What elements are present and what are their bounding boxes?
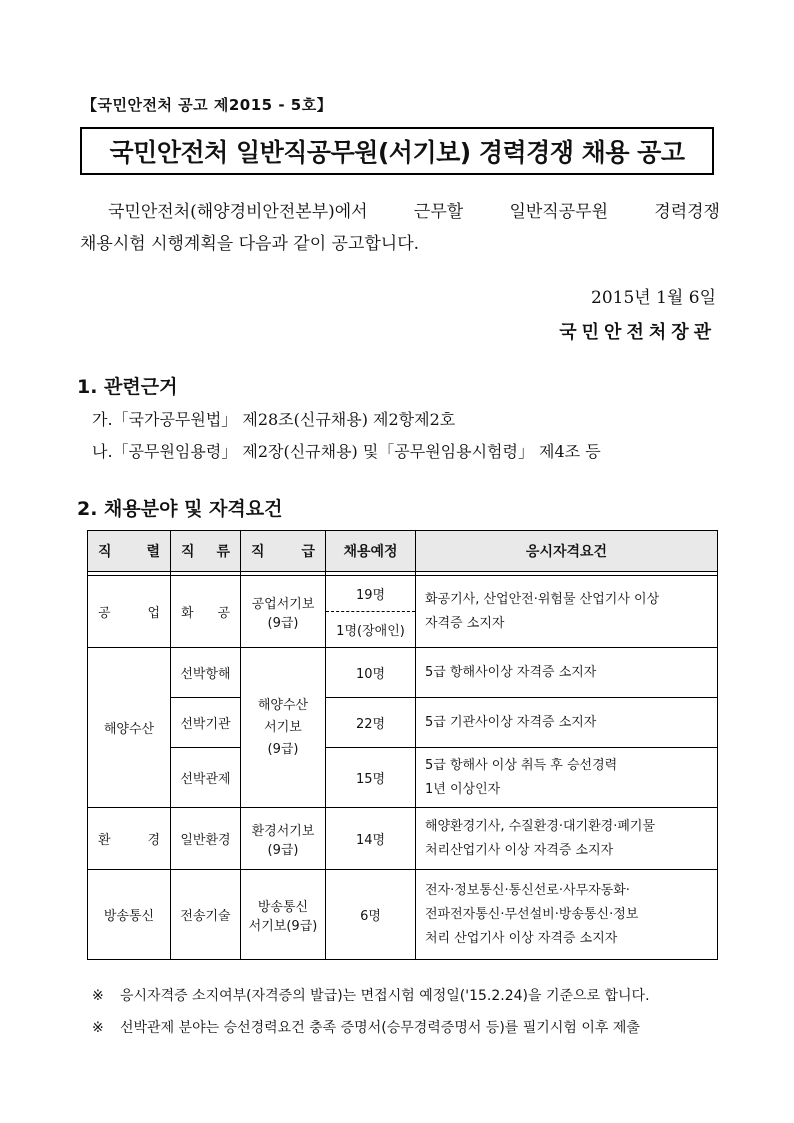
- page-title: [80, 127, 714, 175]
- table-row: [88, 648, 718, 698]
- recruitment-table: [87, 530, 718, 960]
- note-text: 선박관제 분야는 승선경력요건 충족 증명서(승무경력증명서 등)를 필기시험 이후 제출: [120, 1020, 640, 1036]
- table-row: [88, 698, 718, 748]
- grade-cell: 공업서기보 (9급): [241, 576, 326, 648]
- requirements-cell: 전자·정보통신·통신선로·사무자동화· 전파전자통신·무선설비·방송통신·정보 처리 산업기사 이상 자격증 소지자: [416, 870, 718, 960]
- intro-word: 경력경쟁: [654, 202, 720, 222]
- section-2-heading: 2. 채용분야 및 자격요건: [77, 498, 283, 520]
- class-cell: 선박기관: [171, 698, 241, 748]
- header-class: 직 류: [171, 531, 241, 572]
- count-cell: 15명: [326, 748, 416, 808]
- series-cell: 공 업: [88, 576, 171, 648]
- note-item: [92, 1012, 722, 1044]
- intro-word: 일반직공무원: [509, 202, 608, 222]
- notice-date: 2015년 1월 6일: [591, 288, 716, 308]
- intro-word: 근무할: [413, 202, 464, 222]
- count-cell: 14명: [326, 808, 416, 870]
- notice-number: 【국민안전처 공고 제2015 - 5호】: [82, 96, 333, 114]
- count-cell: 6명: [326, 870, 416, 960]
- note-mark: ※: [92, 988, 104, 1004]
- requirements-cell: 해양환경기사, 수질환경·대기환경·폐기물 처리산업기사 이상 자격증 소지자: [416, 808, 718, 870]
- header-count: 채용예정: [326, 531, 416, 572]
- header-requirements: 응시자격요건: [416, 531, 718, 572]
- class-cell: 선박항해: [171, 648, 241, 698]
- notes: [92, 980, 722, 1044]
- intro-word: 국민안전처(해양경비안전본부)에서: [108, 202, 368, 222]
- table-row: [88, 870, 718, 960]
- class-cell: 선박관제: [171, 748, 241, 808]
- series-cell: 해양수산: [88, 648, 171, 808]
- header-series: 직 렬: [88, 531, 171, 572]
- note-mark: ※: [92, 1020, 104, 1036]
- class-cell: 일반환경: [171, 808, 241, 870]
- table-header-row: [88, 531, 718, 572]
- table-row: [88, 748, 718, 808]
- intro-paragraph: [80, 196, 720, 260]
- count-cell: 22명: [326, 698, 416, 748]
- note-item: [92, 980, 722, 1012]
- class-cell: 화 공: [171, 576, 241, 648]
- intro-line-1: [80, 196, 720, 228]
- count-cell: 10명: [326, 648, 416, 698]
- basis-item-1: 가.「국가공무원법」 제28조(신규채용) 제2항제2호: [92, 410, 456, 429]
- series-cell: 환 경: [88, 808, 171, 870]
- requirements-cell: 5급 항해사이상 자격증 소지자: [416, 648, 718, 698]
- count-cell-disabled: 1명(장애인): [326, 612, 416, 648]
- header-grade: 직 급: [241, 531, 326, 572]
- note-text: 응시자격증 소지여부(자격증의 발급)는 면접시험 예정일('15.2.24)을 기준으로 합니다.: [120, 988, 650, 1004]
- count-cell: 19명: [326, 576, 416, 612]
- table-row: [88, 576, 718, 612]
- grade-cell: 해양수산 서기보 (9급): [241, 648, 326, 808]
- requirements-cell: 화공기사, 산업안전·위험물 산업기사 이상 자격증 소지자: [416, 576, 718, 648]
- section-1-heading: 1. 관련근거: [77, 376, 178, 398]
- issuer-name: 국민안전처장관: [559, 322, 716, 343]
- requirements-cell: 5급 항해사 이상 취득 후 승선경력 1년 이상인자: [416, 748, 718, 808]
- basis-item-2: 나.「공무원임용령」 제2장(신규채용) 및「공무원임용시험령」 제4조 등: [92, 442, 601, 461]
- table-row: [88, 808, 718, 870]
- requirements-cell: 5급 기관사이상 자격증 소지자: [416, 698, 718, 748]
- grade-cell: 방송통신 서기보(9급): [241, 870, 326, 960]
- class-cell: 전송기술: [171, 870, 241, 960]
- grade-cell: 환경서기보 (9급): [241, 808, 326, 870]
- series-cell: 방송통신: [88, 870, 171, 960]
- page-title-text: 국민안전처 일반직공무원(서기보) 경력경쟁 채용 공고: [109, 138, 685, 167]
- intro-line-2: 채용시험 시행계획을 다음과 같이 공고합니다.: [80, 234, 420, 254]
